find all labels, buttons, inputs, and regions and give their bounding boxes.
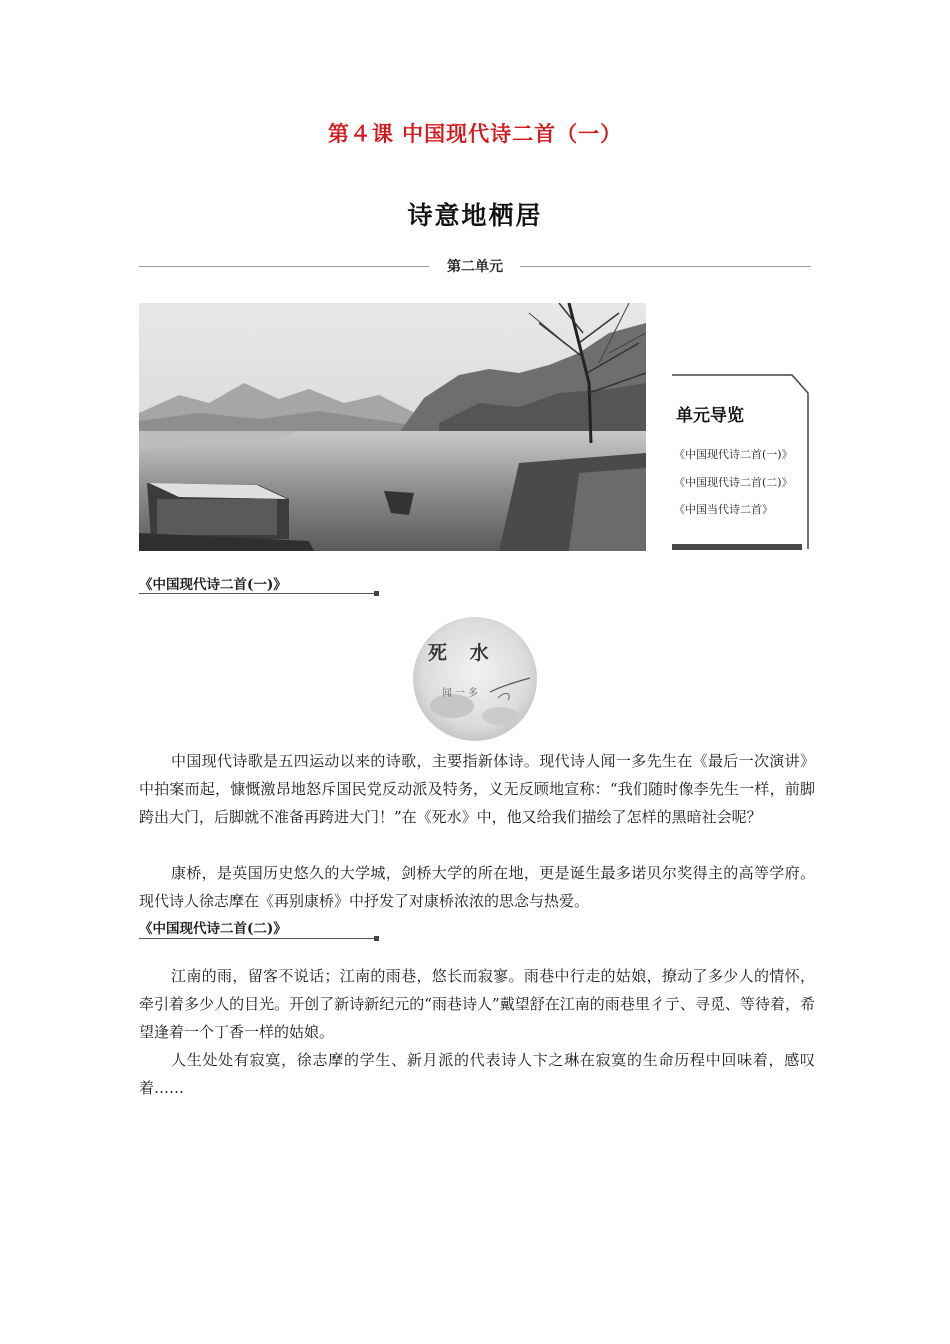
poem-calligraphy-image [412,616,538,742]
unit-label: 第二单元 [447,259,503,275]
unit-guide-bar [672,544,802,550]
intro-paragraph: 人生处处有寂寞，徐志摩的学生、新月派的代表诗人卞之琳在寂寞的生命历程中回味着，感叹着…… [139,1051,815,1097]
section-heading-2: 《中国现代诗二首(二)》 [139,921,287,937]
section-rule [139,938,376,939]
unit-guide-item[interactable]: 《中国现代诗二首(二)》 [674,476,793,489]
section-rule-dot [374,591,379,596]
unit-guide-title: 单元导览 [676,406,744,426]
intro-paragraph: 中国现代诗歌是五四运动以来的诗歌，主要指新体诗。现代诗人闻一多先生在《最后一次演讲》中拍案而起，慷慨激昂地怒斥国民党反动派及特务，义无反顾地宣称：“我们随时像李先生一样，前脚跨出大门，后脚就不准备再跨进大门！”在《死水》中，他又给我们描绘了怎样的黑暗社会呢？ [139,752,815,826]
unit-guide-item[interactable]: 《中国现代诗二首(一)》 [674,448,793,461]
section-heading-1: 《中国现代诗二首(一)》 [139,577,287,593]
unit-theme-title: 诗意地栖居 [407,201,543,230]
poem-calligraphy-title: 死 水 [428,642,497,664]
intro-paragraph: 康桥，是英国历史悠久的大学城，剑桥大学的所在地，更是诞生最多诺贝尔奖得主的高等学府。现代诗人徐志摩在《再别康桥》中抒发了对康桥浓浓的思念与热爱。 [139,864,815,910]
poem-calligraphy-author: 闻一多 [442,688,481,699]
unit-guide-frame [672,373,810,551]
unit-guide-item[interactable]: 《中国当代诗二首》 [674,503,773,516]
landscape-photo [139,303,646,551]
lesson-title: 第４课 中国现代诗二首（一） [327,122,623,146]
section-rule-dot [374,936,379,941]
section-rule [139,593,376,594]
intro-paragraph: 江南的雨，留客不说话；江南的雨巷，悠长而寂寥。雨巷中行走的姑娘，撩动了多少人的情怀，牵引着多少人的目光。开创了新诗新纪元的“雨巷诗人”戴望舒在江南的雨巷里彳亍、寻觅、等待着，希望逢着一个丁香一样的姑娘。 [139,967,815,1041]
